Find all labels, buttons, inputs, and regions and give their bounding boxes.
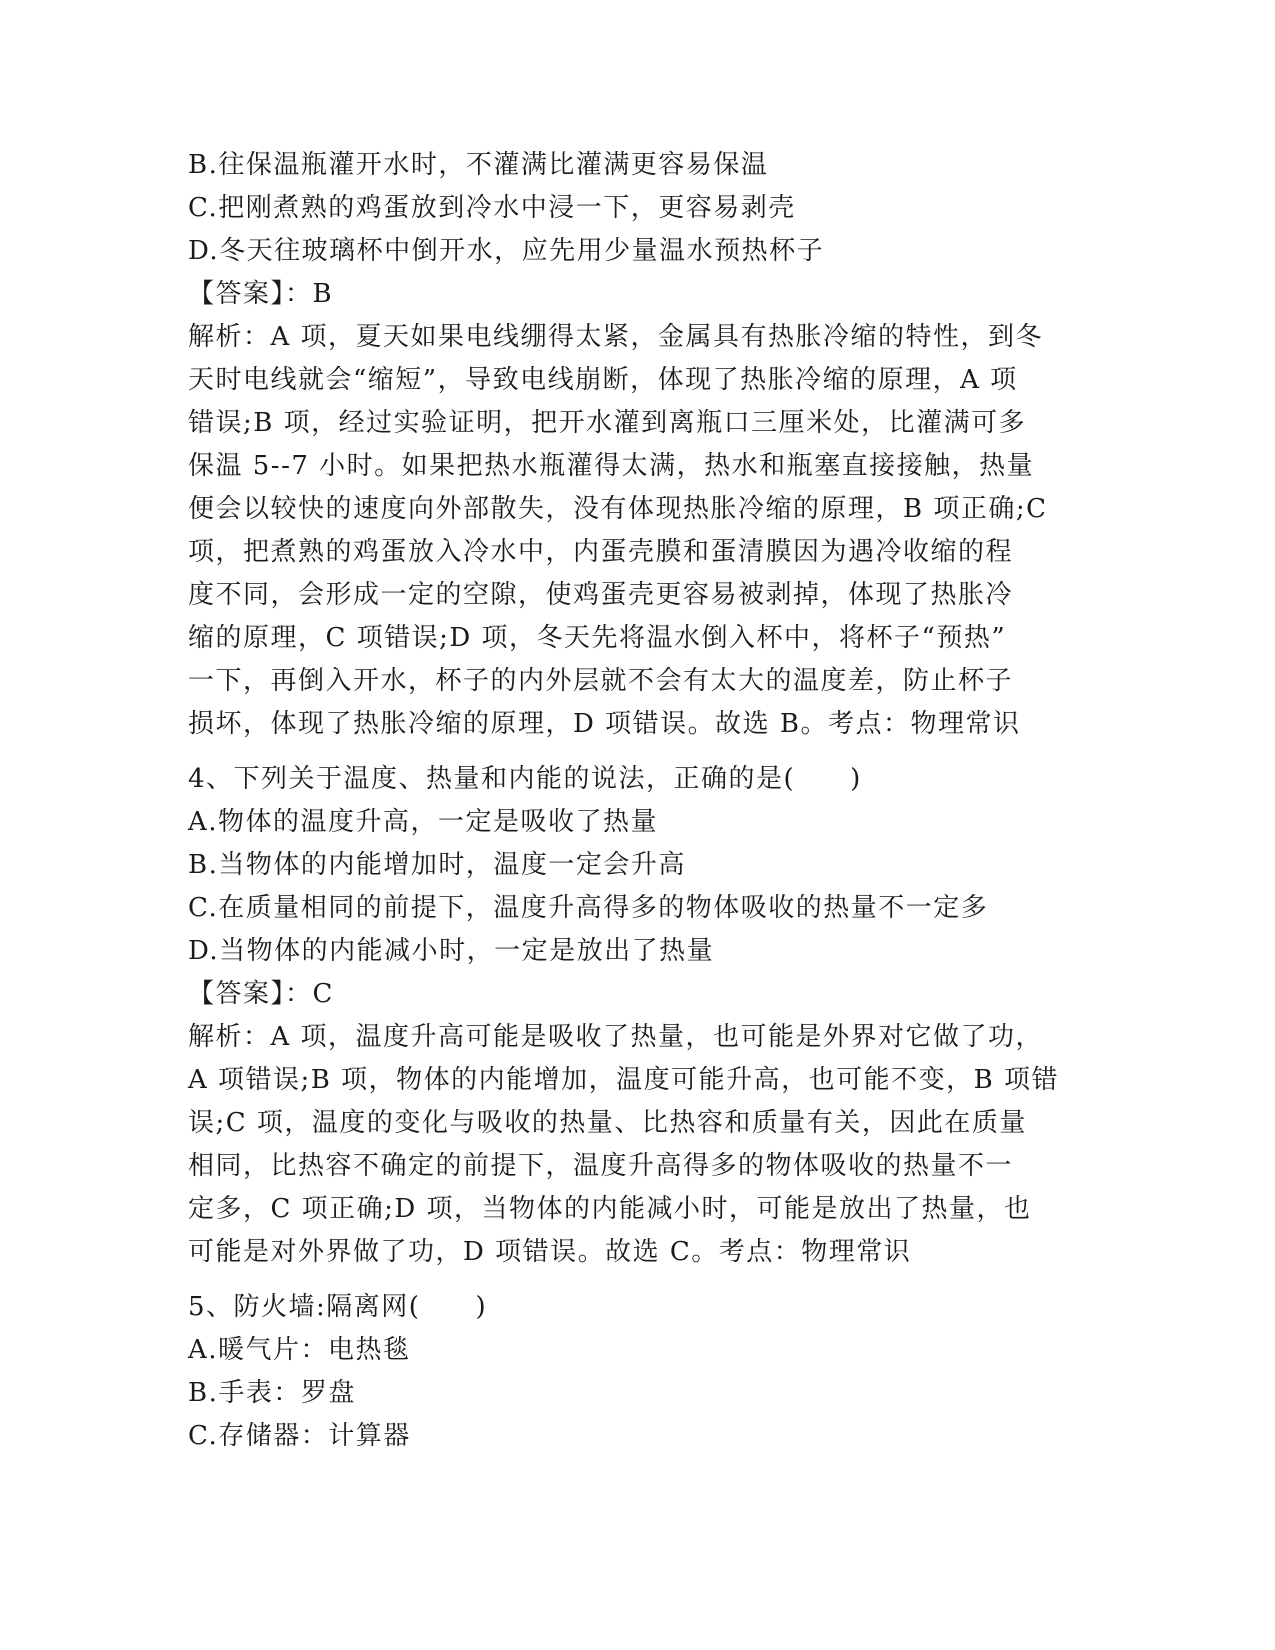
q3-analysis [188, 316, 1088, 746]
q4-answer: 【答案】：C [188, 979, 334, 1009]
q3-analysis-line: 项，把煮熟的鸡蛋放入冷水中，内蛋壳膜和蛋清膜因为遇冷收缩的程 [188, 537, 1014, 567]
section-spacer [188, 746, 1088, 758]
q4-option-c: C.在质量相同的前提下，温度升高得多的物体吸收的热量不一定多 [188, 893, 989, 923]
q3-answer: 【答案】：B [188, 279, 334, 309]
q3-option-c: C.把刚煮熟的鸡蛋放到冷水中浸一下，更容易剥壳 [188, 193, 796, 223]
question-3-tail [188, 144, 1088, 746]
q4-analysis [188, 1016, 1088, 1274]
document-body [188, 144, 1088, 1458]
q5-option-c: C.存储器：计算器 [188, 1421, 411, 1451]
q3-analysis-line: 便会以较快的速度向外部散失，没有体现热胀冷缩的原理，B 项正确;C [188, 494, 1048, 524]
section-spacer [188, 1274, 1088, 1286]
q5-option-a: A.暖气片：电热毯 [188, 1335, 411, 1365]
q4-analysis-line: A 项错误;B 项，物体的内能增加，温度可能升高，也可能不变，B 项错 [188, 1065, 1060, 1095]
q4-analysis-line: 相同，比热容不确定的前提下，温度升高得多的物体吸收的热量不一 [188, 1151, 1014, 1181]
question-4 [188, 758, 1088, 1274]
q4-analysis-line: 可能是对外界做了功，D 项错误。故选 C。考点：物理常识 [188, 1237, 912, 1267]
q3-analysis-line: 缩的原理，C 项错误;D 项，冬天先将温水倒入杯中，将杯子“预热” [188, 623, 1007, 653]
q4-question: 4、下列关于温度、热量和内能的说法，正确的是( ) [188, 764, 862, 794]
q3-analysis-line: 损坏，体现了热胀冷缩的原理，D 项错误。故选 B。考点：物理常识 [188, 709, 1021, 739]
q5-question: 5、防火墙:隔离网( ) [188, 1292, 488, 1322]
q3-analysis-line: 一下，再倒入开水，杯子的内外层就不会有太大的温度差，防止杯子 [188, 666, 1014, 696]
q3-analysis-line: 度不同，会形成一定的空隙，使鸡蛋壳更容易被剥掉，体现了热胀冷 [188, 580, 1014, 610]
q4-analysis-line: 误;C 项，温度的变化与吸收的热量、比热容和质量有关，因此在质量 [188, 1108, 1027, 1138]
q4-option-b: B.当物体的内能增加时，温度一定会升高 [188, 850, 686, 880]
question-5 [188, 1286, 1088, 1458]
q3-analysis-line: 错误;B 项，经过实验证明，把开水灌到离瓶口三厘米处，比灌满可多 [188, 408, 1027, 438]
q3-analysis-line: 天时电线就会“缩短”，导致电线崩断，体现了热胀冷缩的原理，A 项 [188, 365, 1018, 395]
q4-option-d: D.当物体的内能减小时，一定是放出了热量 [188, 936, 715, 966]
q3-analysis-line: 保温 5--7 小时。如果把热水瓶灌得太满，热水和瓶塞直接接触，热量 [188, 451, 1035, 481]
q3-option-d: D.冬天往玻璃杯中倒开水，应先用少量温水预热杯子 [188, 236, 825, 266]
q5-option-b: B.手表：罗盘 [188, 1378, 356, 1408]
q3-analysis-line: 解析：A 项，夏天如果电线绷得太紧，金属具有热胀冷缩的特性，到冬 [188, 322, 1044, 352]
q4-option-a: A.物体的温度升高，一定是吸收了热量 [188, 807, 659, 837]
q4-analysis-line: 解析：A 项，温度升高可能是吸收了热量，也可能是外界对它做了功， [188, 1022, 1044, 1052]
q4-analysis-line: 定多，C 项正确;D 项，当物体的内能减小时，可能是放出了热量，也 [188, 1194, 1032, 1224]
q3-option-b: B.往保温瓶灌开水时，不灌满比灌满更容易保温 [188, 150, 769, 180]
